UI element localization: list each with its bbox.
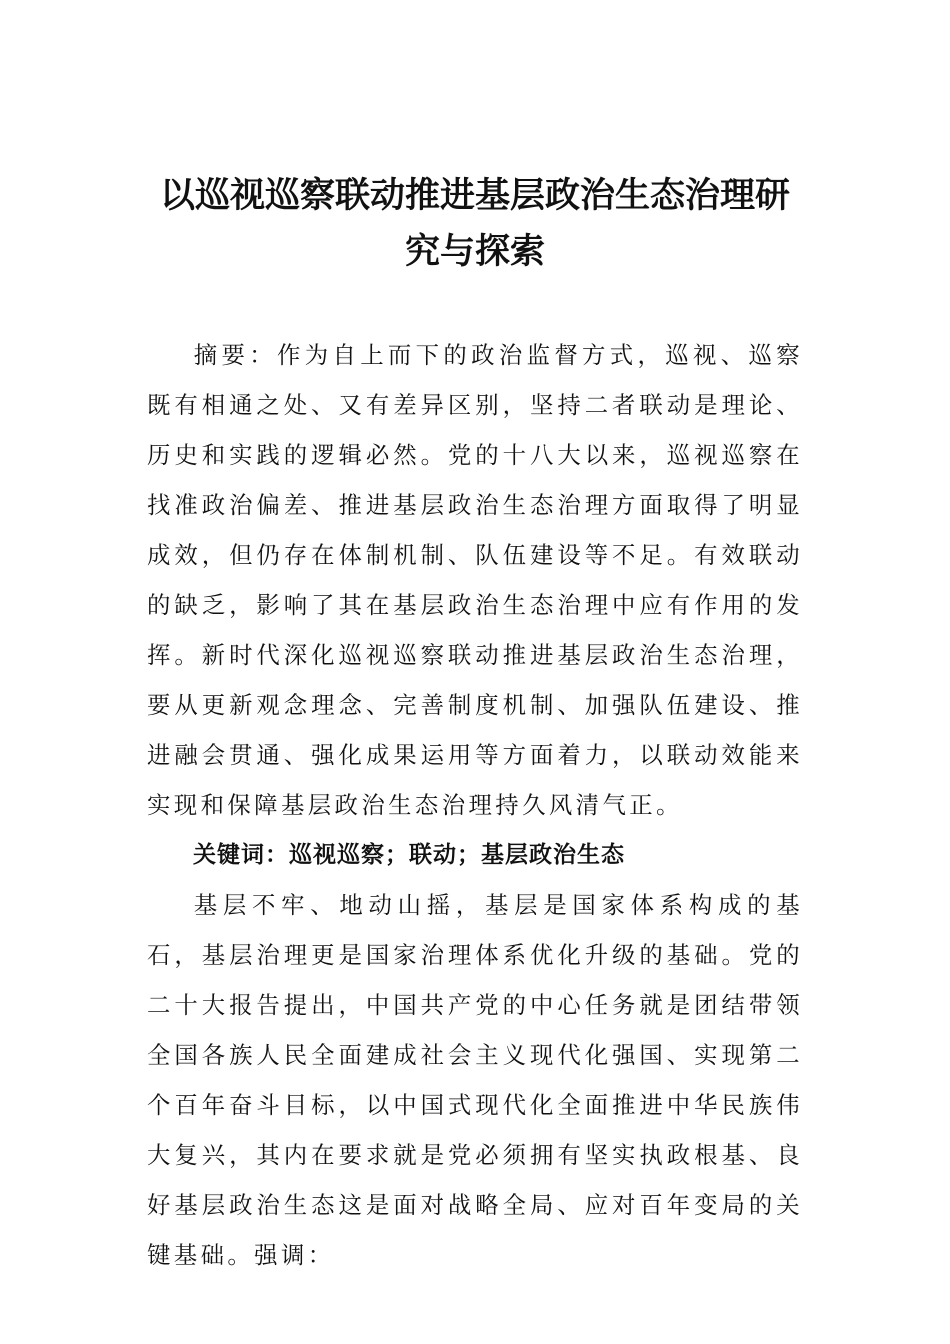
document-title: 以巡视巡察联动推进基层政治生态治理研究与探索 [159, 175, 790, 272]
document-body [147, 330, 803, 1280]
abstract-paragraph: 摘要：作为自上而下的政治监督方式，巡视、巡察既有相通之处、又有差异区别，坚持二者联动是理论、历史和实践的逻辑必然。党的十八大以来，巡视巡察在找准政治偏差、推进基层政治生态治理方面取得了明显成效，但仍存在体制机制、队伍建设等不足。有效联动的缺乏，影响了其在基层政治生态治理中应有作用的发挥。新时代深化巡视巡察联动推进基层政治生态治理，要从更新观念理念、完善制度机制、加强队伍建设、推进融会贯通、强化成果运用等方面着力，以联动效能来实现和保障基层政治生态治理持久风清气正。 [147, 341, 803, 819]
keywords-line: 关键词：巡视巡察；联动；基层政治生态 [193, 842, 625, 868]
body-paragraph: 基层不牢、地动山摇，基层是国家体系构成的基石，基层治理更是国家治理体系优化升级的基础。党的二十大报告提出，中国共产党的中心任务就是团结带领全国各族人民全面建成社会主义现代化强国、实现第二个百年奋斗目标，以中国式现代化全面推进中华民族伟大复兴，其内在要求就是党必须拥有坚实执政根基、良好基层政治生态这是面对战略全局、应对百年变局的关键基础。强调： [147, 891, 803, 1269]
